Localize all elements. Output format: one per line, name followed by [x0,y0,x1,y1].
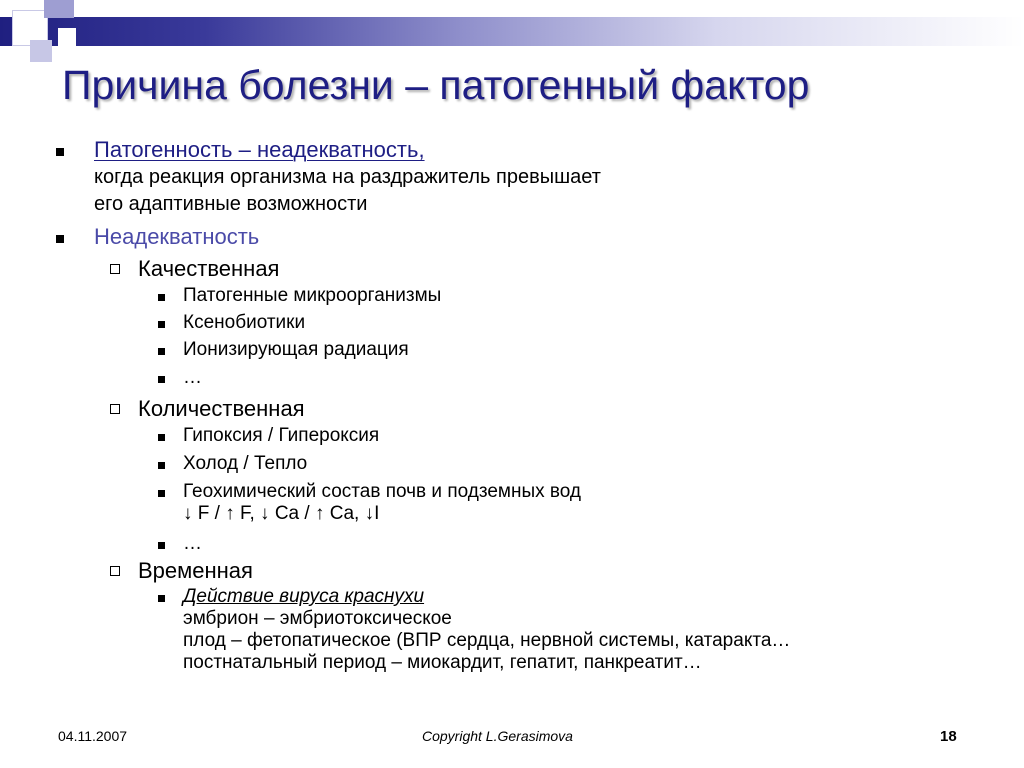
bullet-marker-icon [158,462,165,469]
bullet-marker-icon [158,434,165,441]
hollow-square-icon [110,566,120,576]
list-item: Патогенные микроорганизмы [183,285,442,306]
list-item-subtext: ↓ F / ↑ F, ↓ Ca / ↑ Ca, ↓I [183,503,380,524]
bullet-pathogenicity-text: Патогенность – неадекватность, [94,137,425,162]
footer-copyright: Copyright L.Gerasimova [422,728,573,744]
bullet-marker-icon [158,490,165,497]
list-item-line: постнатальный период – миокардит, гепатит, панкреатит… [183,652,702,673]
list-item: Ионизирующая радиация [183,339,409,360]
list-item: Холод / Тепло [183,453,308,474]
list-item: … [183,533,202,554]
list-item: Ксенобиотики [183,312,306,333]
bullet-pathogenicity [94,136,601,218]
bullet-marker-icon [158,376,165,383]
bullet-marker-icon [158,294,165,301]
hollow-square-icon [110,404,120,414]
group-temporal-label: Временная [138,558,253,583]
bullet-marker-icon [158,542,165,549]
bullet-marker-icon [158,321,165,328]
slide-title: Причина болезни – патогенный фактор [62,62,810,108]
bullet-marker-icon [158,595,165,602]
list-item: … [183,367,202,388]
footer-date: 04.11.2007 [58,728,128,744]
bullet-inadequacy: Неадекватность [94,224,260,249]
bullet-marker-icon [56,148,64,156]
bullet-pathogenicity-sub2: его адаптивные возможности [94,193,368,215]
hollow-square-icon [110,264,120,274]
bullet-marker-icon [158,348,165,355]
list-item-title: Действие вируса краснухи [183,586,425,607]
bullet-pathogenicity-sub1: когда реакция организма на раздражитель превышает [94,166,601,188]
bullet-marker-icon [56,235,64,243]
list-item [183,481,581,525]
slide-number: 18 [940,728,957,745]
group-qualitative-label: Качественная [138,256,280,281]
list-item-line: плод – фетопатическое (ВПР сердца, нервной системы, катаракта… [183,630,791,651]
list-item [183,586,790,674]
list-item-line: эмбрион – эмбриотоксическое [183,608,452,629]
group-quantitative-label: Количественная [138,396,305,421]
list-item: Гипоксия / Гипероксия [183,425,380,446]
list-item-text: Геохимический состав почв и подземных вод [183,481,582,502]
